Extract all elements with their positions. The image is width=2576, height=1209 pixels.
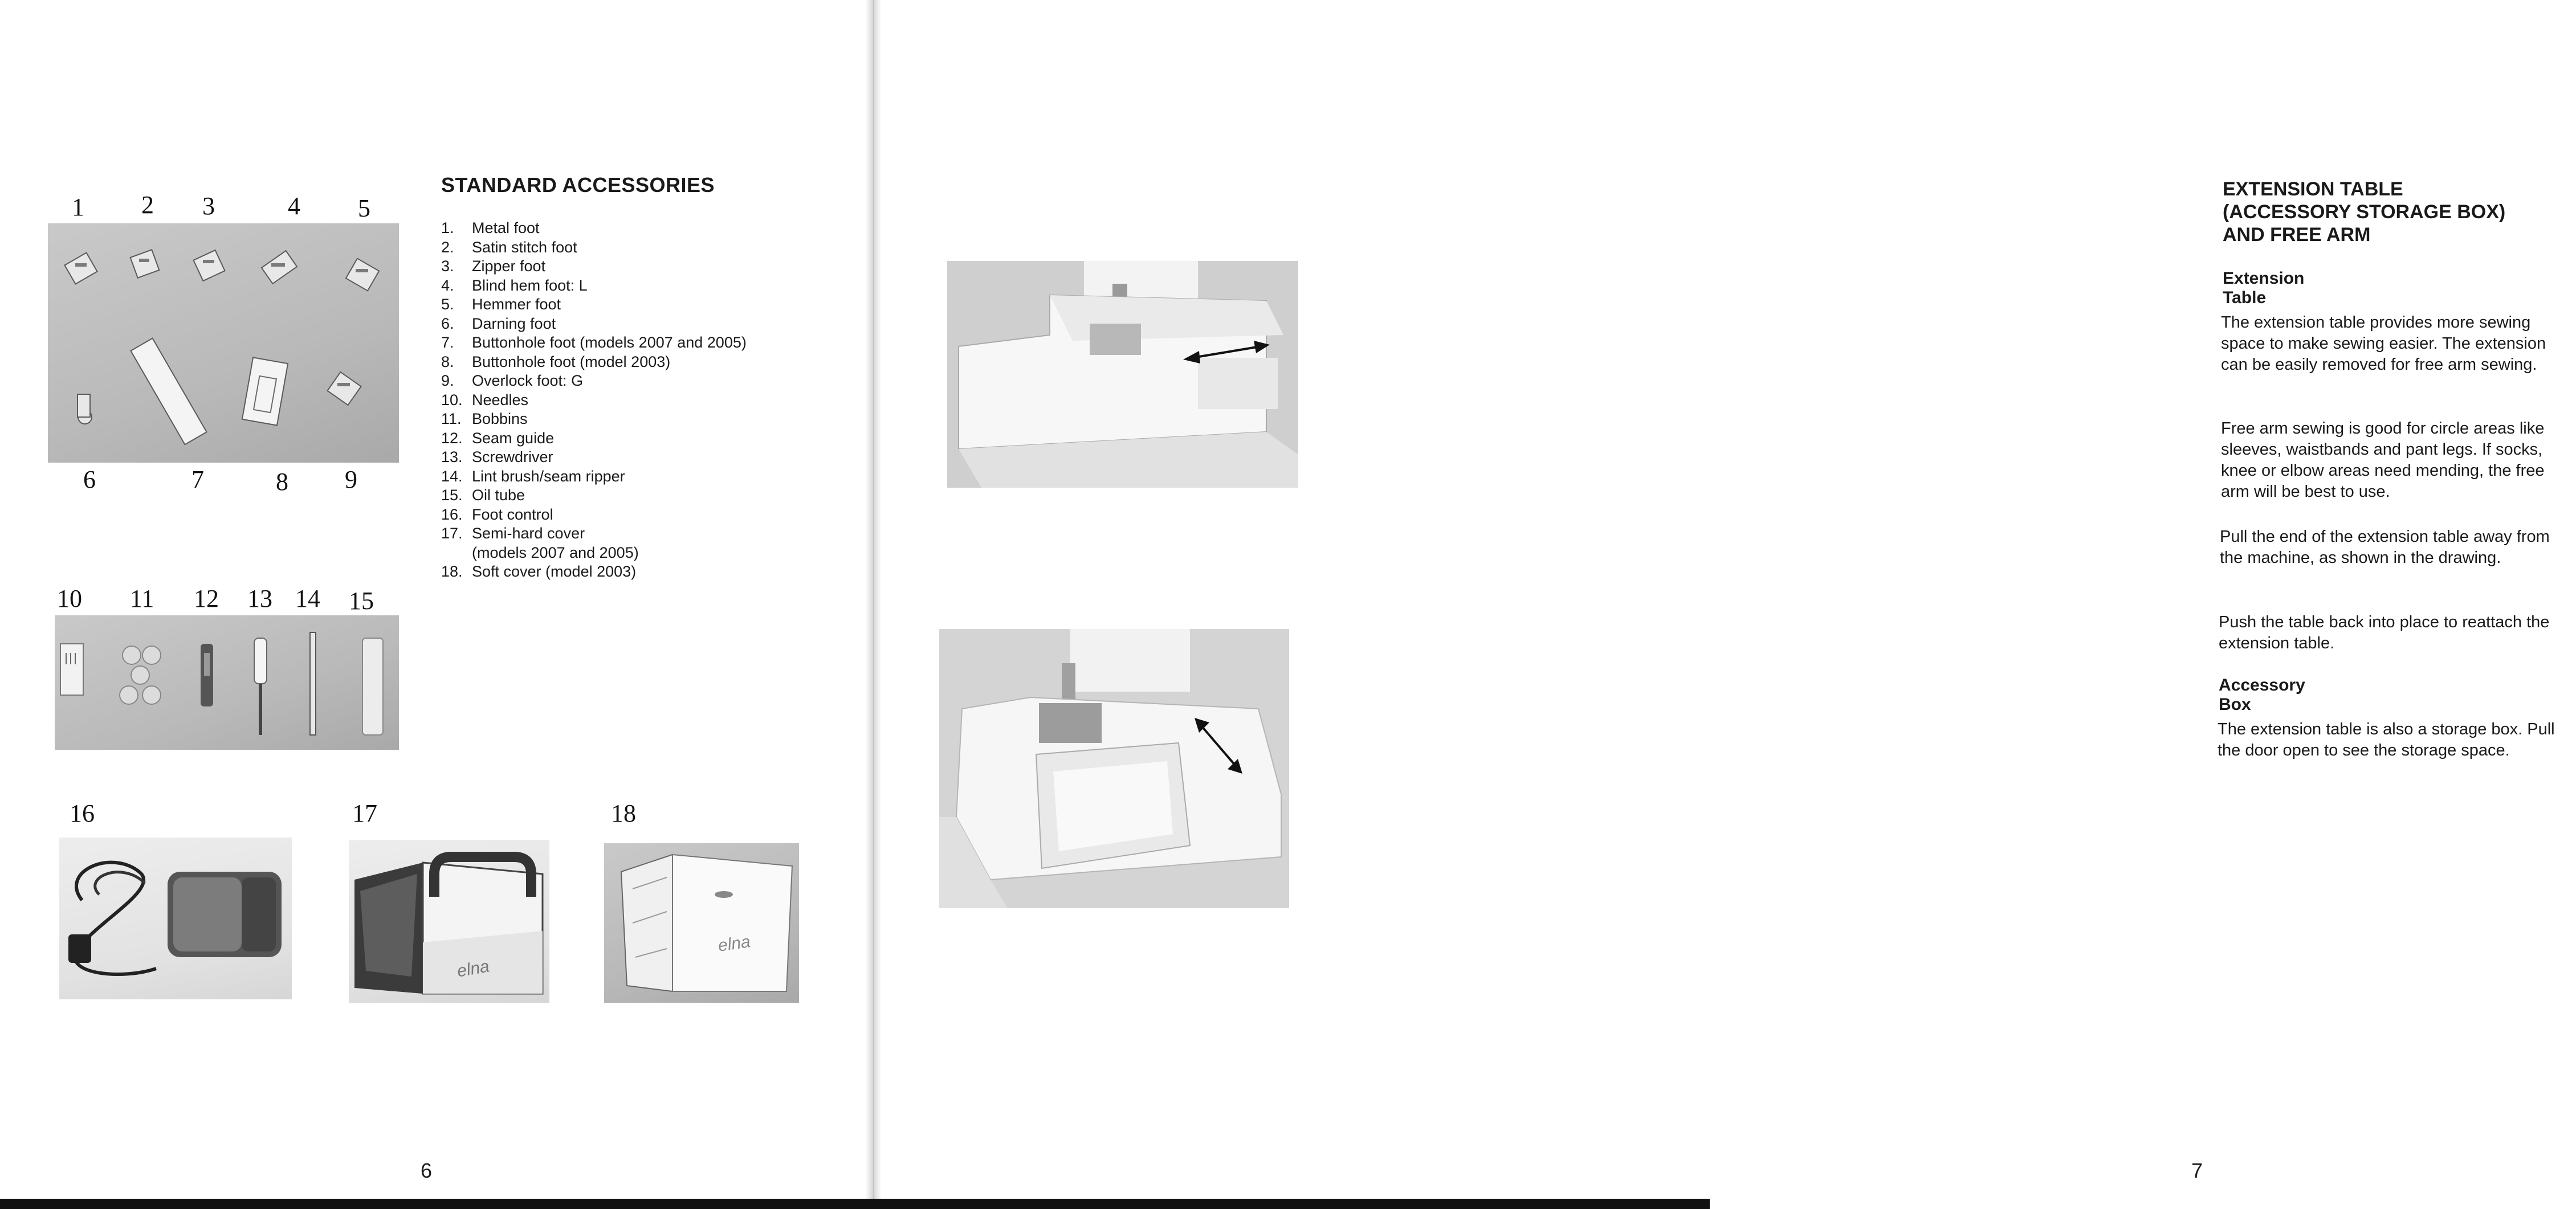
list-item — [441, 391, 747, 410]
figure-label-8: 8 — [276, 468, 288, 496]
accessory-box-photo — [939, 629, 1289, 908]
list-item — [441, 333, 747, 353]
page-number-left: 6 — [421, 1159, 433, 1182]
list-item — [441, 524, 747, 544]
brand-text-soft-cover: elna — [716, 932, 752, 955]
heading-line-1: EXTENSION TABLE — [2223, 178, 2403, 200]
item-number: 15. — [441, 487, 463, 504]
item-text: Zipper foot — [472, 258, 546, 275]
double-arrow-icon — [1181, 335, 1272, 369]
item-number: 11. — [441, 410, 462, 427]
list-item — [441, 562, 747, 582]
paragraph-push: Push the table back into place to reattach the extension table. — [2219, 613, 2550, 652]
heading-line-2: (ACCESSORY STORAGE BOX) — [2223, 201, 2506, 223]
accessories-list — [441, 219, 747, 582]
figure-label-6: 6 — [83, 465, 96, 493]
foot-control-photo — [59, 838, 292, 999]
extension-table-heading — [2223, 178, 2576, 246]
figure-label-5: 5 — [358, 194, 370, 222]
item-text: Semi-hard cover — [472, 525, 585, 542]
item-number — [441, 544, 472, 563]
figure-label-2: 2 — [141, 191, 154, 219]
list-item — [441, 448, 747, 467]
figure-label-17: 17 — [352, 799, 377, 827]
item-number: 18. — [441, 563, 463, 580]
figure-label-12: 12 — [194, 585, 219, 612]
semi-hard-cover-photo — [349, 840, 549, 1003]
paragraph-free-arm: Free arm sewing is good for circle areas like sleeves, waistbands and pant legs. If socks, knee or elbow areas need mending, the free arm will be best to use. — [2221, 419, 2545, 501]
list-item — [441, 467, 747, 487]
accessory-box-subheading: Accessory Box — [2219, 676, 2305, 714]
brand-text-semi-hard-cover: elna — [455, 957, 491, 981]
item-number: 5. — [441, 296, 454, 313]
item-number: 7. — [441, 334, 454, 351]
item-number: 2. — [441, 238, 454, 256]
figure-label-1: 1 — [72, 193, 84, 221]
figure-label-13: 13 — [247, 585, 272, 612]
item-number: 6. — [441, 314, 454, 332]
paragraph-accessory-box: The extension table is also a storage box. Pull the door open to see the storage space. — [2218, 720, 2555, 759]
paragraph-extension: The extension table provides more sewing space to make sewing easier. The extension can be easily removed for free arm sewing. — [2221, 313, 2546, 374]
small-accessories-photo — [55, 615, 399, 750]
item-number: 17. — [441, 525, 463, 542]
heading-line-3: AND FREE ARM — [2223, 224, 2371, 246]
list-item — [441, 219, 747, 238]
item-text: Foot control — [472, 505, 553, 523]
item-text: Bobbins — [472, 410, 528, 427]
figure-label-7: 7 — [191, 465, 204, 493]
binding-gutter — [866, 0, 881, 1209]
item-number: 16. — [441, 505, 463, 523]
item-text: Buttonhole foot (models 2007 and 2005) — [472, 334, 747, 351]
item-text: Seam guide — [472, 429, 555, 447]
item-text: Soft cover (model 2003) — [472, 563, 637, 580]
item-number: 9. — [441, 372, 454, 389]
paragraph-pull: Pull the end of the extension table away from the machine, as shown in the drawing. — [2220, 528, 2550, 567]
item-number: 1. — [441, 219, 454, 236]
list-item — [441, 486, 747, 505]
item-number: 3. — [441, 258, 454, 275]
figure-label-16: 16 — [70, 799, 95, 827]
list-item — [441, 429, 747, 448]
figure-label-9: 9 — [345, 465, 357, 493]
item-number: 12. — [441, 429, 463, 447]
item-text: Darning foot — [472, 314, 556, 332]
figure-label-18: 18 — [611, 799, 636, 827]
item-number: 13. — [441, 448, 463, 465]
figure-label-3: 3 — [202, 192, 215, 220]
soft-cover-photo — [604, 843, 799, 1003]
item-number: 14. — [441, 467, 463, 485]
list-item — [441, 238, 747, 258]
list-item — [441, 371, 747, 391]
standard-accessories-heading: STANDARD ACCESSORIES — [441, 173, 715, 197]
figure-label-4: 4 — [288, 192, 300, 220]
list-item — [441, 505, 747, 525]
presser-feet-photo — [48, 223, 399, 463]
right-page — [881, 0, 2555, 1209]
list-item — [441, 410, 747, 429]
left-page — [0, 0, 866, 1209]
figure-label-14: 14 — [295, 585, 320, 612]
list-item — [441, 353, 747, 372]
diagonal-double-arrow-icon — [1190, 714, 1247, 777]
item-text: Screwdriver — [472, 448, 553, 465]
item-text: Blind hem foot: L — [472, 276, 588, 294]
list-item — [441, 276, 747, 296]
list-item — [441, 295, 747, 314]
extension-table-subheading: Extension Table — [2223, 269, 2305, 307]
scan-edge-bar — [0, 1199, 1710, 1209]
figure-label-11: 11 — [130, 585, 154, 612]
figure-label-15: 15 — [349, 587, 374, 615]
item-text: Needles — [472, 391, 529, 409]
list-item — [441, 314, 747, 334]
item-number: 10. — [441, 391, 463, 409]
list-item — [441, 257, 747, 276]
figure-label-10: 10 — [57, 585, 82, 612]
item-text: (models 2007 and 2005) — [472, 544, 639, 561]
list-item — [441, 544, 747, 563]
item-text: Satin stitch foot — [472, 238, 577, 256]
item-text: Hemmer foot — [472, 296, 561, 313]
item-text: Overlock foot: G — [472, 372, 584, 389]
item-number: 8. — [441, 353, 454, 370]
item-text: Buttonhole foot (model 2003) — [472, 353, 671, 370]
extension-table-photo — [947, 261, 1298, 488]
page-number-right: 7 — [2191, 1159, 2203, 1182]
item-text: Lint brush/seam ripper — [472, 467, 625, 485]
item-number: 4. — [441, 276, 454, 294]
item-text: Oil tube — [472, 487, 525, 504]
item-text: Metal foot — [472, 219, 540, 236]
